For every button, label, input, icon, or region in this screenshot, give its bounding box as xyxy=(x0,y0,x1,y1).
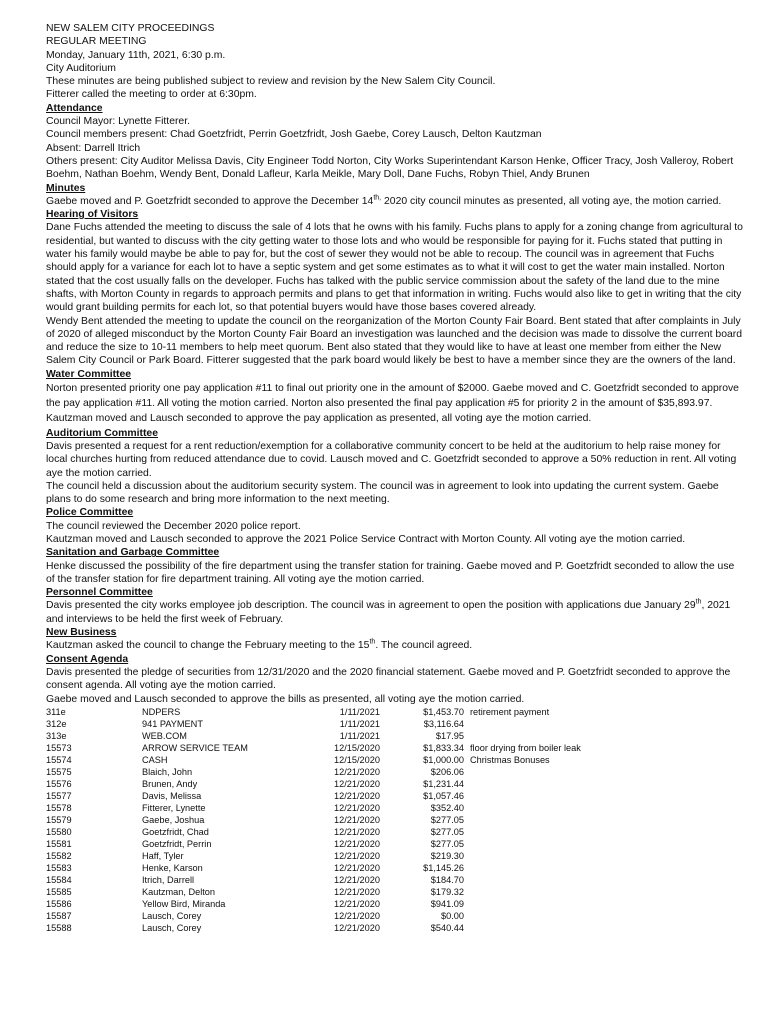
bill-date: 12/21/2020 xyxy=(334,922,380,933)
bill-row xyxy=(46,886,581,898)
bill-row xyxy=(46,802,581,814)
personnel-text-after: , 2021 and interviews to be held the first week of February. xyxy=(46,600,731,625)
bill-note xyxy=(464,718,581,730)
bill-row xyxy=(46,754,581,766)
bill-date: 12/15/2020 xyxy=(334,754,380,765)
attendance-section xyxy=(46,102,744,182)
bill-number: 15575 xyxy=(46,766,72,777)
visitors-paragraph-bent: Wendy Bent attended the meeting to update the council on the reorganization of the Morton County Fair Board. Bent stated that after complaints in July of 2020 of alleged misconduct by the Morton County Fair Board an investigation was launched and the decision was made to dissolve the current board and reduce the size to 10-11 members to help meet quorum. Bent also stated that they would like to have at least one member from either the New Salem City Council or Park Board. Fitterer suggested that the park board would likely be best to have a member since they are the owners of the land. xyxy=(46,315,743,367)
bill-row xyxy=(46,874,581,886)
bill-note xyxy=(464,886,581,898)
bill-number: 15582 xyxy=(46,850,72,861)
bill-number: 15577 xyxy=(46,790,72,801)
bill-amount: $277.05 xyxy=(430,826,464,837)
minutes-text-after: 2020 city council minutes as presented, all voting aye, the motion carried. xyxy=(381,195,722,207)
bill-number: 15586 xyxy=(46,898,72,909)
minutes-section xyxy=(46,182,744,209)
bill-row xyxy=(46,706,581,718)
bill-payee: Goetzfridt, Chad xyxy=(142,826,209,837)
bill-row xyxy=(46,826,581,838)
bill-date: 12/21/2020 xyxy=(334,862,380,873)
bill-date: 12/15/2020 xyxy=(334,742,380,753)
new-business-heading: New Business xyxy=(46,627,117,639)
bill-payee: Kautzman, Delton xyxy=(142,886,216,897)
bill-amount: $1,453.70 xyxy=(423,706,464,717)
bill-note xyxy=(464,802,581,814)
bill-payee: ARROW SERVICE TEAM xyxy=(142,742,248,753)
visitors-paragraph-fuchs: Dane Fuchs attended the meeting to discuss the sale of 4 lots that he owns with his family. Fuchs plans to apply for a zoning change from agricultural to residential, but wanted to discuss with the city getting water to those lots and who would be responsible for paying for it. Fuchs stated that putting in water his family would maybe be able to pay for, but the cost of sewer they would not be able to recoup. The council was in agreement that Fuchs should apply for a variance for each lot to have a septic system and get some estimates as to what it will cost to get the water main installed. Norton stated that the cost usually falls on the developer. Fuchs has talked with the public service commission about the safety of the land due to the mine shafts, with Morton County in regards to approach permits and plans to get that information in writing. Fuchs would also like to get in writing that the city would grant building permits for each lot, so that potential buyers would have those bases covered already. xyxy=(46,222,743,314)
bill-payee: Lausch, Corey xyxy=(142,910,202,921)
bill-date: 1/11/2021 xyxy=(339,706,380,717)
auditorium-section xyxy=(46,427,744,507)
bill-payee: Itrich, Darrell xyxy=(142,874,195,885)
bill-number: 15581 xyxy=(46,838,72,849)
bill-amount: $0.00 xyxy=(441,910,464,921)
sanitation-heading: Sanitation and Garbage Committee xyxy=(46,547,220,559)
bill-row xyxy=(46,718,581,730)
bill-amount: $277.05 xyxy=(430,838,464,849)
bill-number: 15578 xyxy=(46,802,72,813)
bill-date: 12/21/2020 xyxy=(334,814,380,825)
bill-payee: Haff, Tyler xyxy=(142,850,184,861)
bill-row xyxy=(46,922,581,934)
bill-date: 12/21/2020 xyxy=(334,910,380,921)
bill-amount: $219.30 xyxy=(430,850,464,861)
water-section xyxy=(46,368,744,427)
bill-payee: CASH xyxy=(142,754,168,765)
auditorium-paragraph-rent: Davis presented a request for a rent reduction/exemption for a collaborative community concert to be held at the auditorium to help raise money for local churches hurting from reduced attendance due to covid. Lausch moved and C. Goetzfridt seconded to approve a 50% reduction in rent. All voting aye the motion carried. xyxy=(46,440,737,479)
minutes-sup: th, xyxy=(373,194,382,202)
sanitation-text: Henke discussed the possibility of the fire department using the transfer station for training. Gaebe moved and P. Goetzfridt seconded to allow the use of the transfer station for fire department training. All voting aye the motion carried. xyxy=(46,560,735,585)
consent-paragraph-pledge: Davis presented the pledge of securities from 12/31/2020 and the 2020 financial statement. Gaebe moved and P. Goetzfridt seconded to approve the consent agenda. All voting aye the motion carried. xyxy=(46,666,731,692)
bill-row xyxy=(46,814,581,826)
bill-amount: $352.40 xyxy=(430,802,464,813)
header-disclaimer: These minutes are being published subject to review and revision by the New Salem City Council. xyxy=(46,76,496,88)
bill-date: 1/11/2021 xyxy=(339,718,380,729)
bill-payee: Lausch, Corey xyxy=(142,922,202,933)
new-business-section xyxy=(46,626,744,653)
bill-number: 15583 xyxy=(46,862,72,873)
document-header xyxy=(46,22,744,102)
consent-heading: Consent Agenda xyxy=(46,653,129,665)
bill-amount: $941.09 xyxy=(430,898,464,909)
bill-payee: NDPERS xyxy=(142,706,181,717)
bill-note xyxy=(464,874,581,886)
bills-table-body xyxy=(46,706,581,934)
bill-row xyxy=(46,742,581,754)
bill-row xyxy=(46,790,581,802)
bill-note xyxy=(464,910,581,922)
bill-note xyxy=(464,730,581,742)
police-section xyxy=(46,506,744,546)
personnel-heading: Personnel Committee xyxy=(46,587,153,599)
bill-payee: WEB.COM xyxy=(142,730,187,741)
new-business-text-after: . The council agreed. xyxy=(375,640,473,652)
header-call-to-order: Fitterer called the meeting to order at 6:30pm. xyxy=(46,89,257,101)
bill-row xyxy=(46,730,581,742)
consent-paragraph-bills: Gaebe moved and Lausch seconded to approve the bills as presented, all voting aye the motion carried. xyxy=(46,693,525,705)
bill-row xyxy=(46,850,581,862)
header-meeting-type: REGULAR MEETING xyxy=(46,36,147,48)
bill-payee: Fitterer, Lynette xyxy=(142,802,206,813)
bill-number: 15573 xyxy=(46,742,72,753)
personnel-text-before: Davis presented the city works employee job description. The council was in agreement to open the position with applications due January 29 xyxy=(46,600,696,612)
bill-note: Christmas Bonuses xyxy=(470,754,550,765)
bill-amount: $184.70 xyxy=(430,874,464,885)
bill-payee: Yellow Bird, Miranda xyxy=(142,898,226,909)
bill-date: 12/21/2020 xyxy=(334,802,380,813)
bill-note: retirement payment xyxy=(470,706,550,717)
bill-payee: Henke, Karson xyxy=(142,862,203,873)
bill-row xyxy=(46,910,581,922)
bill-amount: $1,231.44 xyxy=(423,778,464,789)
bill-amount: $1,057.46 xyxy=(423,790,464,801)
bill-amount: $540.44 xyxy=(430,922,464,933)
bill-note xyxy=(464,850,581,862)
attendance-present: Council members present: Chad Goetzfridt, Perrin Goetzfridt, Josh Gaebe, Corey Lausch, Delton Kautzman xyxy=(46,129,542,141)
bill-number: 15585 xyxy=(46,886,72,897)
bill-note xyxy=(464,826,581,838)
header-date: Monday, January 11th, 2021, 6:30 p.m. xyxy=(46,49,226,61)
bill-date: 12/21/2020 xyxy=(334,886,380,897)
minutes-heading: Minutes xyxy=(46,182,86,194)
bill-note xyxy=(464,778,581,790)
bill-date: 12/21/2020 xyxy=(334,874,380,885)
bill-number: 15576 xyxy=(46,778,72,789)
police-paragraph-report: The council reviewed the December 2020 police report. xyxy=(46,520,301,532)
bill-amount: $3,116.64 xyxy=(423,718,464,729)
attendance-others: Others present: City Auditor Melissa Davis, City Engineer Todd Norton, City Works Superintendant Karson Henke, Officer Tracy, Josh Valleroy, Robert Boehm, Nathan Boehm, Wendy Bent, Donald Lafleur, Karla Meikle, Mary Doll, Dane Fuchs, Robyn Thiel, Andy Brunen xyxy=(46,155,734,181)
personnel-text xyxy=(46,599,744,626)
bill-amount: $1,833.34 xyxy=(423,742,464,753)
visitors-heading: Hearing of Visitors xyxy=(46,209,139,221)
bill-note xyxy=(464,862,581,874)
bill-number: 15580 xyxy=(46,826,72,837)
bills-table xyxy=(46,706,581,934)
bill-number: 15587 xyxy=(46,910,72,921)
bill-date: 12/21/2020 xyxy=(334,778,380,789)
bill-row xyxy=(46,862,581,874)
bill-row xyxy=(46,898,581,910)
water-text: Norton presented priority one pay application #11 to final out priority one in the amount of $2000. Gaebe moved and C. Goetzfridt seconded to approve the pay application #11. All voting the motion carried. Norton also presented the final pay application #5 for priority 2 in the amount of $35,893.97. Kautzman moved and Lausch seconded to approve the pay application as presented, all voting aye the motion carried. xyxy=(46,383,739,425)
bill-note: floor drying from boiler leak xyxy=(470,742,581,753)
bill-payee: Brunen, Andy xyxy=(142,778,198,789)
bill-note xyxy=(464,838,581,850)
bill-amount: $1,000.00 xyxy=(423,754,464,765)
bill-note xyxy=(464,922,581,934)
bill-date: 12/21/2020 xyxy=(334,790,380,801)
new-business-text-before: Kautzman asked the council to change the February meeting to the 15 xyxy=(46,640,370,652)
minutes-text-before: Gaebe moved and P. Goetzfridt seconded to approve the December 14 xyxy=(46,195,374,207)
attendance-absent: Absent: Darrell Itrich xyxy=(46,142,141,154)
bill-date: 12/21/2020 xyxy=(334,826,380,837)
attendance-heading: Attendance xyxy=(46,102,103,114)
bill-row xyxy=(46,778,581,790)
bill-number: 311e xyxy=(46,706,66,717)
bill-payee: Goetzfridt, Perrin xyxy=(142,838,212,849)
bill-number: 15579 xyxy=(46,814,72,825)
bill-date: 12/21/2020 xyxy=(334,850,380,861)
bill-note xyxy=(464,898,581,910)
bill-row xyxy=(46,766,581,778)
bill-amount: $1,145.26 xyxy=(423,862,464,873)
bill-date: 12/21/2020 xyxy=(334,838,380,849)
bill-payee: Davis, Melissa xyxy=(142,790,202,801)
water-heading: Water Committee xyxy=(46,368,132,380)
sanitation-section xyxy=(46,546,744,586)
attendance-mayor: Council Mayor: Lynette Fitterer. xyxy=(46,116,190,128)
bill-date: 12/21/2020 xyxy=(334,766,380,777)
bill-number: 15574 xyxy=(46,754,72,765)
bill-note xyxy=(464,790,581,802)
police-heading: Police Committee xyxy=(46,507,134,519)
bill-amount: $206.06 xyxy=(430,766,464,777)
bill-amount: $17.95 xyxy=(435,730,464,741)
header-location: City Auditorium xyxy=(46,62,116,74)
auditorium-paragraph-security: The council held a discussion about the auditorium security system. The council was in agreement to look into updating the current system. Gaebe plans to do some research and bring more information to the next meeting. xyxy=(46,480,719,506)
visitors-section xyxy=(46,208,744,368)
police-paragraph-contract: Kautzman moved and Lausch seconded to approve the 2021 Police Service Contract with Morton County. All voting aye the motion carried. xyxy=(46,534,686,545)
bill-row xyxy=(46,838,581,850)
bill-date: 1/11/2021 xyxy=(339,730,380,741)
bill-number: 313e xyxy=(46,730,67,741)
personnel-sup: th xyxy=(695,599,702,607)
bill-payee: Gaebe, Joshua xyxy=(142,814,205,825)
bill-number: 312e xyxy=(46,718,67,729)
bill-note xyxy=(464,814,581,826)
auditorium-heading: Auditorium Committee xyxy=(46,427,158,439)
bill-payee: Blaich, John xyxy=(142,766,193,777)
bill-amount: $179.32 xyxy=(430,886,464,897)
header-title: NEW SALEM CITY PROCEEDINGS xyxy=(46,23,215,34)
personnel-section xyxy=(46,586,744,626)
minutes-text xyxy=(46,195,744,208)
bill-number: 15588 xyxy=(46,922,72,933)
consent-section xyxy=(46,653,744,706)
new-business-sup: th xyxy=(369,638,376,646)
bill-amount: $277.05 xyxy=(430,814,464,825)
new-business-text xyxy=(46,639,744,652)
bill-date: 12/21/2020 xyxy=(334,898,380,909)
bill-note xyxy=(464,766,581,778)
bill-number: 15584 xyxy=(46,874,72,885)
bill-payee: 941 PAYMENT xyxy=(142,718,203,729)
